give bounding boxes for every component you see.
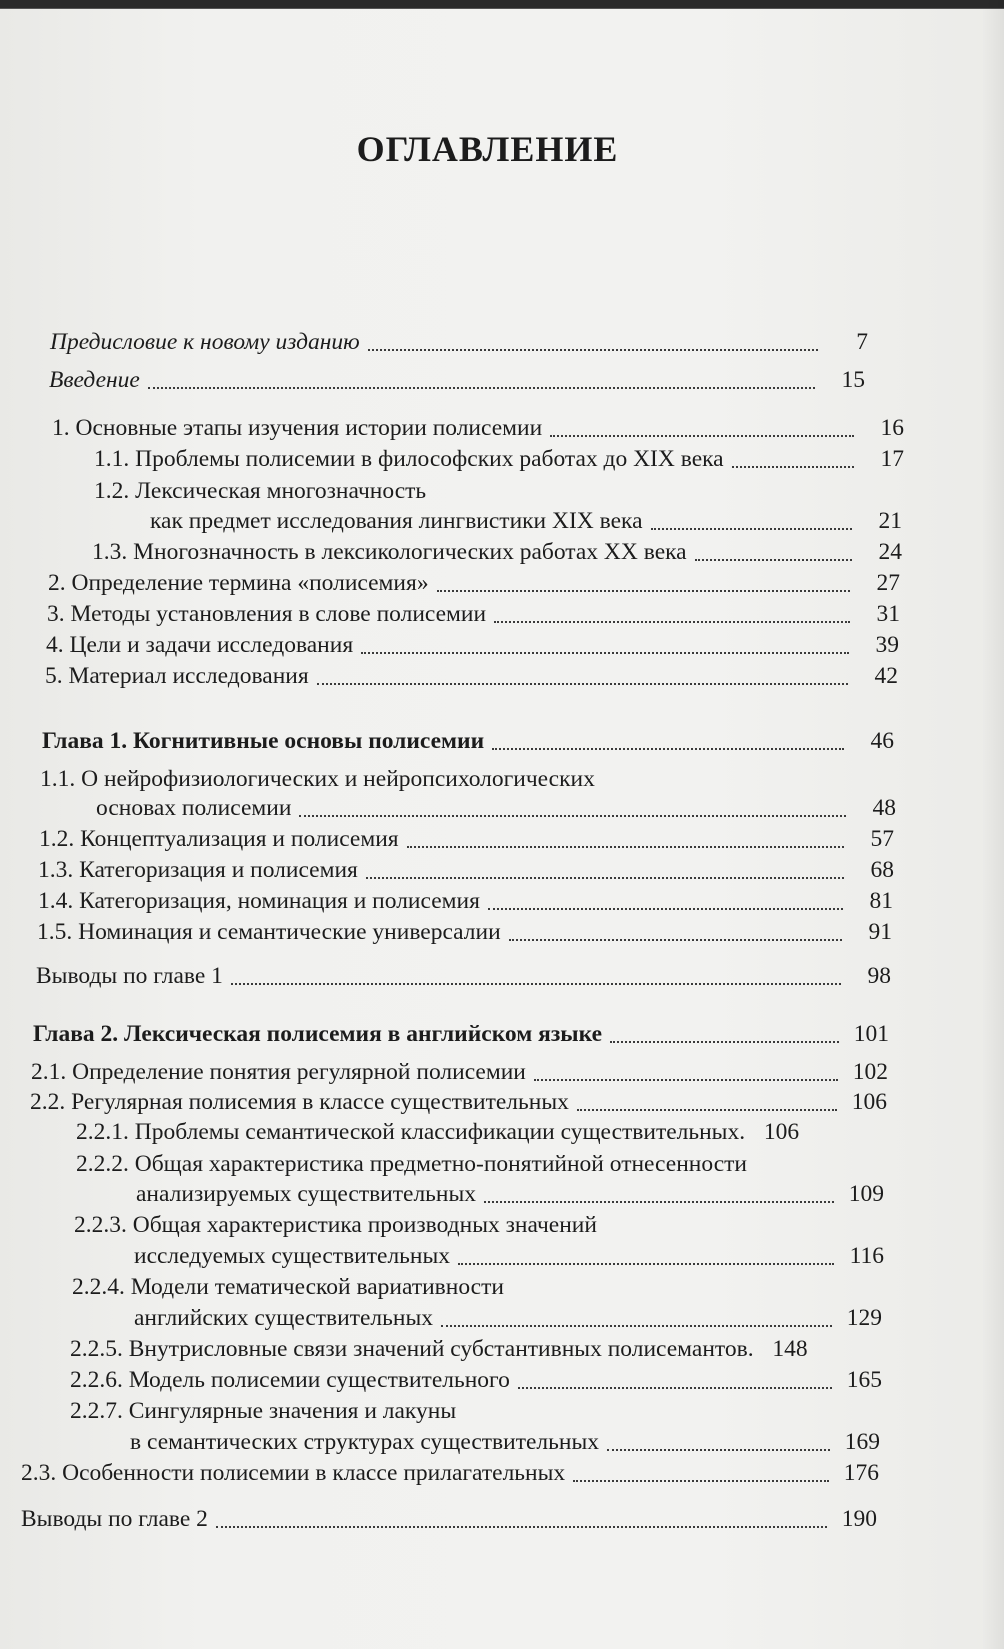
- toc-entry: [70, 1335, 882, 1363]
- toc-page-number: 169: [844, 1429, 880, 1455]
- toc-page-number: 31: [876, 601, 900, 627]
- leader-dots: [488, 907, 843, 910]
- toc-entry-text: 1.3. Многозначность в лексикологических работах XX века: [92, 539, 687, 565]
- toc-entry-text: 2.2.4. Модели тематической вариативности: [72, 1274, 504, 1300]
- toc-entry: [46, 631, 899, 659]
- toc-page-number: 42: [874, 663, 898, 689]
- leader-dots: [441, 1324, 832, 1327]
- leader-dots: [368, 348, 818, 351]
- leader-dots: [494, 620, 850, 623]
- toc-page-number: 98: [867, 963, 891, 989]
- toc-page-number: 21: [878, 508, 902, 534]
- leader-dots: [610, 1040, 839, 1043]
- toc-page-number: 102: [852, 1059, 888, 1085]
- toc-entry: [96, 794, 896, 822]
- toc-page-number: 46: [870, 728, 894, 754]
- toc-entry: [21, 1459, 879, 1487]
- toc-entry: [52, 414, 904, 442]
- leader-dots: [732, 465, 854, 468]
- toc-entry-text: 2.2.2. Общая характеристика предметно-понятийной отнесенности: [76, 1151, 747, 1177]
- leader-dots: [509, 938, 842, 941]
- toc-entry-text: 2.1. Определение понятия регулярной полисемии: [31, 1059, 526, 1085]
- toc-entry-text: 2.2.1. Проблемы семантической классификации существительных.: [76, 1119, 746, 1145]
- toc-entry-text: 3. Методы установления в слове полисемии: [47, 601, 487, 627]
- toc-page-number: 101: [853, 1021, 889, 1047]
- leader-dots: [458, 1262, 834, 1265]
- toc-entry: [70, 1366, 882, 1394]
- page-title: ОГЛАВЛЕНИЕ: [356, 129, 619, 169]
- toc-entry: [47, 600, 900, 628]
- toc-page-number: 27: [876, 570, 900, 596]
- toc-entry-text: Глава 2. Лексическая полисемия в английском языке: [33, 1021, 603, 1047]
- toc-entry: [21, 1505, 877, 1533]
- toc-page-number: 148: [772, 1336, 808, 1362]
- toc-entry-text: 2.2. Регулярная полисемия в классе существительных: [30, 1089, 569, 1115]
- leader-dots: [695, 558, 852, 561]
- toc-entry: [48, 569, 900, 597]
- leader-dots: [651, 527, 852, 530]
- toc-entry-continuation: анализируемых существительных: [136, 1181, 477, 1207]
- toc-entry: [150, 507, 902, 535]
- leader-dots: [407, 845, 844, 848]
- toc-entry-text: 4. Цели и задачи исследования: [46, 632, 354, 658]
- toc-entry-text: 1.3. Категоризация и полисемия: [38, 857, 358, 883]
- toc-entry: [36, 962, 891, 990]
- toc-page-number: 48: [872, 795, 896, 821]
- leader-dots: [577, 1108, 837, 1111]
- toc-entry-text: 2.3. Особенности полисемии в классе прилагательных: [21, 1460, 566, 1486]
- toc-entry-text: Глава 1. Когнитивные основы полисемии: [42, 728, 485, 754]
- leader-dots: [148, 386, 815, 389]
- toc-entry: [92, 538, 902, 566]
- toc-page-number: 57: [870, 826, 894, 852]
- toc-entry-text: 5. Материал исследования: [45, 663, 309, 689]
- toc-entry: [94, 445, 904, 473]
- toc-entry: [39, 825, 894, 853]
- toc-page-number: 116: [849, 1243, 884, 1269]
- toc-entry-text: 2.2.5. Внутрисловные связи значений субстантивных полисемантов.: [70, 1336, 754, 1362]
- toc-page-number: 81: [869, 888, 893, 914]
- toc-entry-preface: [50, 328, 868, 356]
- leader-dots: [607, 1448, 830, 1451]
- toc-page-number: 106: [851, 1089, 887, 1115]
- toc-page-number: 190: [841, 1506, 877, 1532]
- leader-dots: [361, 651, 849, 654]
- toc-page-number: 16: [880, 415, 904, 441]
- toc-chapter-heading: [42, 727, 894, 755]
- leader-dots: [534, 1078, 838, 1081]
- leader-dots: [299, 814, 846, 817]
- leader-dots: [366, 876, 844, 879]
- toc-entry: [136, 1180, 884, 1208]
- leader-dots: [437, 589, 850, 592]
- toc-page-number: 17: [880, 446, 904, 472]
- toc-entry-text: 2.2.3. Общая характеристика производных значений: [74, 1212, 597, 1238]
- toc-entry: [37, 918, 892, 946]
- leader-dots: [518, 1386, 832, 1389]
- toc-entry-text: Предисловие к новому изданию: [50, 329, 360, 355]
- toc-page-number: 106: [763, 1119, 800, 1145]
- leader-dots: [317, 682, 848, 685]
- leader-dots: [484, 1200, 834, 1203]
- toc-entry: [76, 1118, 886, 1146]
- toc-entry-text: Введение: [49, 367, 140, 393]
- toc-entry-continuation: основах полисемии: [96, 795, 292, 821]
- toc-page-number: 68: [870, 857, 894, 883]
- toc-page-number: 91: [868, 919, 892, 945]
- toc-entry-text: Выводы по главе 2: [21, 1506, 208, 1532]
- toc-entry-text: 1.1. О нейрофизиологических и нейропсихологических: [40, 766, 595, 792]
- toc-chapter-heading: [33, 1020, 889, 1048]
- toc-entry-continuation: английских существительных: [134, 1305, 433, 1331]
- toc-entry-text: 2.2.7. Сингулярные значения и лакуны: [70, 1398, 457, 1424]
- toc-page-number: 24: [878, 539, 902, 565]
- toc-entry-text: Выводы по главе 1: [36, 963, 223, 989]
- leader-dots: [492, 747, 844, 750]
- toc-page-number: 176: [843, 1460, 879, 1486]
- toc-page-number: 15: [841, 367, 865, 393]
- toc-entry-text: 1.2. Лексическая многозначность: [94, 478, 427, 504]
- toc-entry: [134, 1304, 882, 1332]
- toc-page-number: 165: [846, 1367, 882, 1393]
- toc-entry-text: 2.2.6. Модель полисемии существительного: [70, 1367, 510, 1393]
- toc-entry: [38, 887, 893, 915]
- toc-page-number: 129: [846, 1305, 882, 1331]
- toc-page-number: 7: [856, 329, 868, 355]
- toc-entry-continuation: в семантических структурах существительных: [130, 1429, 599, 1455]
- toc-entry: [130, 1428, 880, 1456]
- toc-page-number: 109: [848, 1181, 884, 1207]
- toc-entry: [31, 1058, 888, 1086]
- toc-entry-continuation: как предмет исследования лингвистики XIX века: [150, 508, 643, 534]
- toc-entry-text: 1.4. Категоризация, номинация и полисемия: [38, 888, 480, 914]
- toc-entry-text: 1.1. Проблемы полисемии в философских работах до XIX века: [94, 446, 724, 472]
- leader-dots: [550, 434, 854, 437]
- toc-entry: [45, 662, 898, 690]
- toc-entry: [30, 1088, 887, 1116]
- toc-entry-text: 1.5. Номинация и семантические универсалии: [37, 919, 501, 945]
- toc-entry: [134, 1242, 884, 1270]
- toc-entry-text: 2. Определение термина «полисемия»: [48, 570, 429, 596]
- toc-entry-text: 1. Основные этапы изучения истории полисемии: [52, 415, 543, 441]
- toc-page-number: 39: [875, 632, 899, 658]
- toc-entry: [38, 856, 894, 884]
- leader-dots: [231, 982, 841, 985]
- toc-entry-text: 1.2. Концептуализация и полисемия: [39, 826, 399, 852]
- leader-dots: [216, 1525, 827, 1528]
- leader-dots: [573, 1479, 829, 1482]
- toc-entry-continuation: исследуемых существительных: [134, 1243, 451, 1269]
- toc-entry-introduction: [49, 366, 865, 394]
